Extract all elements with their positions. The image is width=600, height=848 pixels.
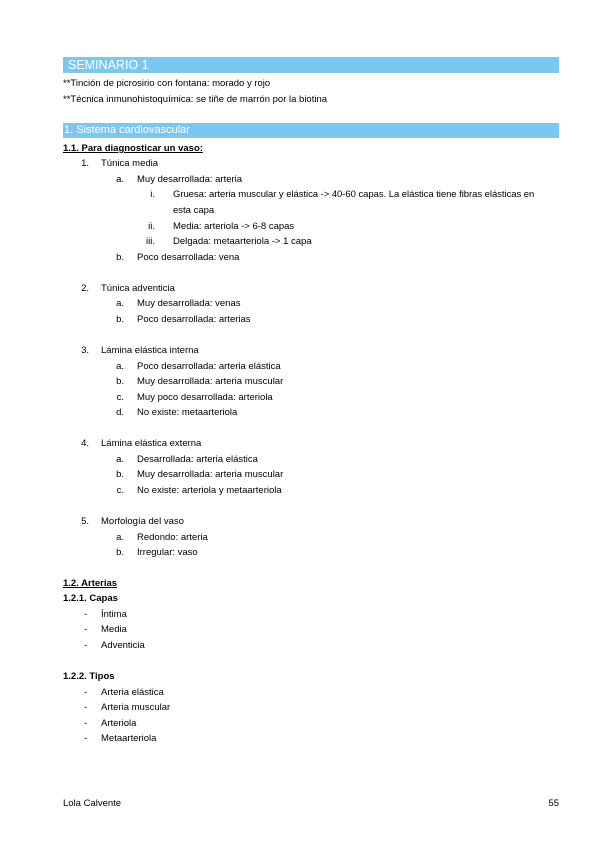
roman-marker: ii.: [148, 221, 155, 232]
roman-item: Media: arteriola -> 6-8 capas: [173, 221, 295, 232]
list-marker: 5.: [81, 516, 89, 527]
subsection-heading-arterias: 1.2. Arterias: [63, 578, 118, 589]
tipos-item: Arteriola: [101, 718, 137, 729]
capas-item: Íntima: [101, 609, 127, 620]
note-1: **Tinción de picrosirio con fontana: morado y rojo: [63, 78, 271, 89]
tipos-item: Metaarteriola: [101, 733, 157, 744]
capas-item: Adventicia: [101, 640, 145, 651]
sublist-marker: c.: [116, 392, 124, 403]
sublist-marker: a.: [116, 532, 124, 543]
sublist-marker: a.: [116, 454, 124, 465]
sublist-item: Muy desarrollada: arteria muscular: [137, 376, 284, 387]
bullet: -: [84, 718, 88, 729]
roman-marker: i.: [150, 189, 155, 200]
sublist-item: Muy desarrollada: arteria muscular: [137, 469, 284, 480]
list-item: Túnica adventicia: [101, 283, 175, 294]
sublist-marker: a.: [116, 298, 124, 309]
capas-heading: 1.2.1. Capas: [63, 593, 118, 604]
sublist-marker: a.: [116, 361, 124, 372]
tipos-item: Arteria muscular: [101, 702, 171, 713]
sublist-item: Irregular: vaso: [137, 547, 198, 558]
title-banner: [63, 57, 559, 73]
list-marker: 1.: [81, 158, 89, 169]
tipos-heading: 1.2.2. Tipos: [63, 671, 115, 682]
sublist-item: Poco desarrollada: arteria elástica: [137, 361, 281, 372]
sublist-marker: b.: [116, 252, 124, 263]
sublist-marker: b.: [116, 376, 124, 387]
roman-item: Gruesa: arteria muscular y elástica -> 40-60 capas. La elástica tiene fibras elásticas en: [173, 189, 535, 200]
sublist-item: Desarrollada: arteria elástica: [137, 454, 258, 465]
list-item: Lámina elástica externa: [101, 438, 202, 449]
sublist-marker: b.: [116, 469, 124, 480]
capas-item: Media: [101, 624, 127, 635]
tipos-item: Arteria elástica: [101, 687, 164, 698]
page-title: SEMINARIO 1: [68, 58, 149, 72]
sublist-item: Redondo: arteria: [137, 532, 208, 543]
section-banner: [63, 123, 559, 138]
list-marker: 3.: [81, 345, 89, 356]
sublist-item: Poco desarrollada: vena: [137, 252, 240, 263]
list-marker: 4.: [81, 438, 89, 449]
sublist-item: Muy desarrollada: venas: [137, 298, 241, 309]
roman-item: Delgada: metaarteriola -> 1 capa: [173, 236, 312, 247]
section-heading: 1. Sistema cardiovascular: [64, 124, 190, 136]
sublist-item: No existe: arteriola y metaarteriola: [137, 485, 282, 496]
sublist-marker: b.: [116, 314, 124, 325]
note-2: **Técnica inmunohistoquímica: se tiñe de marrón por la biotina: [63, 94, 328, 105]
roman-marker: iii.: [146, 236, 155, 247]
bullet: -: [84, 733, 88, 744]
list-marker: 2.: [81, 283, 89, 294]
sublist-marker: d.: [116, 407, 124, 418]
sublist-marker: c.: [116, 485, 124, 496]
bullet: -: [84, 640, 88, 651]
sublist-marker: b.: [116, 547, 124, 558]
sublist-item: No existe: metaarteriola: [137, 407, 238, 418]
bullet: -: [84, 687, 88, 698]
roman-item-continuation: esta capa: [173, 205, 215, 216]
bullet: -: [84, 624, 88, 635]
list-item: Morfología del vaso: [101, 516, 184, 527]
list-item: Lámina elástica interna: [101, 345, 199, 356]
list-item: Túnica media: [101, 158, 159, 169]
sublist-item: Muy poco desarrollada: arteriola: [137, 392, 273, 403]
subsection-heading: 1.1. Para diagnosticar un vaso:: [63, 143, 203, 154]
sublist-marker: a.: [116, 174, 124, 185]
bullet: -: [84, 609, 88, 620]
footer-author: Lola Calvente: [63, 798, 122, 809]
bullet: -: [84, 702, 88, 713]
sublist-item: Poco desarrollada: arterias: [137, 314, 251, 325]
sublist-item: Muy desarrollada: arteria: [137, 174, 243, 185]
page-number: 55: [548, 798, 559, 809]
